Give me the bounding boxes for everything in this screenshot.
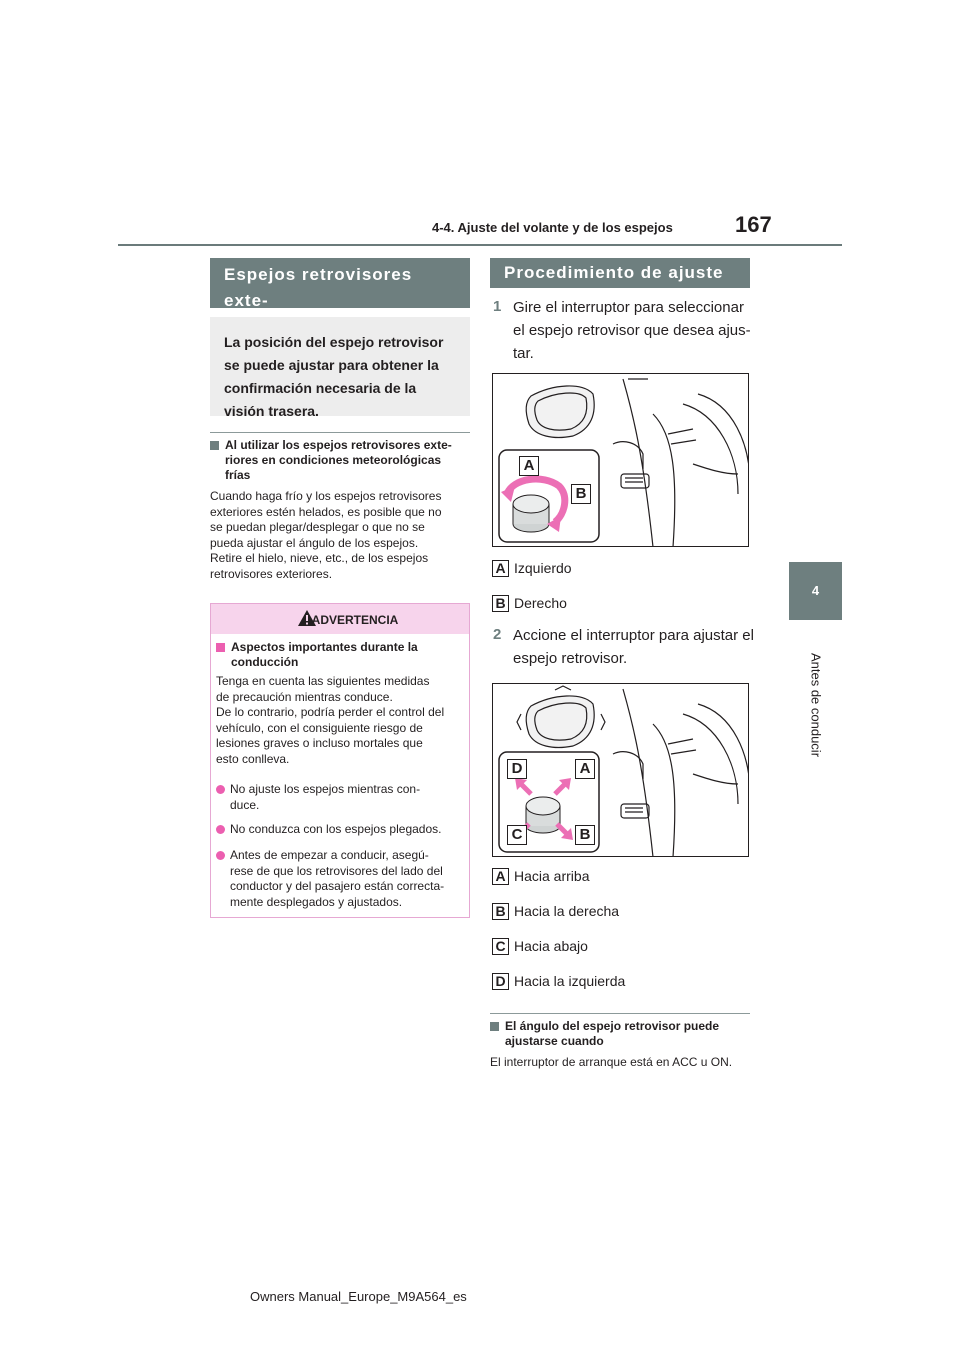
legend-text: Hacia arriba	[514, 868, 590, 884]
step-line: Accione el interruptor para ajustar el	[513, 627, 754, 644]
body-line: lesiones graves o incluso mortales que	[216, 736, 423, 750]
cold-weather-heading-text	[225, 438, 452, 483]
chapter-label: Antes de conducir	[808, 652, 823, 758]
step-line: tar.	[513, 345, 534, 362]
square-bullet-icon	[490, 1022, 499, 1031]
chapter-tab: 4	[789, 562, 842, 620]
intro-line: La posición del espejo retrovisor	[224, 334, 444, 350]
chapter-label-container	[789, 620, 842, 800]
mirror-selector-illustration	[492, 373, 749, 547]
legend-text: Hacia abajo	[514, 938, 588, 954]
warning-bullet-1	[216, 782, 466, 816]
heading-line: frías	[225, 468, 251, 482]
legend-letter: A	[492, 868, 509, 885]
divider	[490, 1013, 750, 1014]
bullet-text	[230, 782, 420, 813]
bullet-line: conductor y del pasajero están correcta-	[230, 879, 445, 893]
legend-letter: B	[492, 903, 509, 920]
illus2-label-b: B	[575, 825, 595, 845]
cold-weather-body	[210, 489, 472, 582]
warning-box	[210, 603, 470, 918]
section-heading-procedure: Procedimiento de ajuste	[490, 258, 750, 288]
section-heading-exterior-mirrors	[210, 258, 470, 308]
body-line: exteriores estén helados, es posible que no	[210, 504, 442, 519]
body-line: esto conlleva.	[216, 751, 290, 766]
angle-note-body: El interruptor de arranque está en ACC u ON.	[490, 1055, 733, 1069]
bullet-line: duce.	[230, 797, 260, 812]
legend-item	[492, 936, 752, 956]
body-line: pueda ajustar el ángulo de los espejos.	[210, 535, 419, 550]
intro-line: se puede ajustar para obtener la	[224, 357, 439, 373]
warning-body	[216, 674, 468, 767]
legend-text: Derecho	[514, 595, 567, 611]
bullet-dot-icon	[216, 851, 225, 860]
divider	[210, 432, 470, 433]
legend-letter: D	[492, 973, 509, 990]
legend-text: Hacia la izquierda	[514, 973, 626, 989]
header-divider	[118, 244, 842, 246]
heading-line: ajustarse cuando	[505, 1034, 604, 1048]
intro-line: visión trasera.	[224, 403, 319, 419]
body-line: Retire el hielo, nieve, etc., de los espejos	[210, 551, 429, 565]
illus1-label-a: A	[519, 456, 539, 476]
square-bullet-icon	[216, 643, 225, 652]
legend-item	[492, 971, 752, 991]
step-text	[513, 624, 763, 670]
step-text	[513, 296, 763, 365]
legend-text: Hacia la derecha	[514, 903, 620, 919]
bullet-line: Antes de empezar a conducir, asegú-	[230, 848, 429, 862]
illus2-label-c: C	[507, 825, 527, 845]
warning-bullet-2	[216, 822, 466, 840]
step-line: Gire el interruptor para seleccionar	[513, 299, 744, 316]
mirror-adjust-drawing	[493, 684, 749, 857]
footer-doc-id: Owners Manual_Europe_M9A564_es	[250, 1289, 467, 1304]
step-number: 1	[493, 298, 502, 315]
legend-item	[492, 593, 752, 613]
legend-item	[492, 901, 752, 921]
step-line: el espejo retrovisor que desea ajus-	[513, 322, 751, 339]
legend-item	[492, 866, 752, 886]
section-title: 4-4. Ajuste del volante y de los espejos	[432, 220, 673, 235]
body-line: vehículo, con el consiguiente riesgo de	[216, 720, 423, 735]
bullet-line: No conduzca con los espejos plegados.	[230, 822, 442, 836]
body-line: se puedan plegar/desplegar o que no se	[210, 520, 425, 534]
illus2-label-a: A	[575, 759, 595, 779]
angle-note-heading	[490, 1019, 752, 1051]
body-line: Cuando haga frío y los espejos retrovisores	[210, 489, 442, 503]
step-line: espejo retrovisor.	[513, 650, 628, 667]
intro-box	[210, 317, 470, 419]
legend-item	[492, 558, 752, 578]
heading-line: conducción	[231, 655, 299, 669]
illus2-label-d: D	[507, 759, 527, 779]
angle-note-heading-text	[505, 1019, 719, 1049]
body-line: Tenga en cuenta las siguientes medidas	[216, 674, 430, 688]
square-bullet-icon	[210, 441, 219, 450]
body-line: de precaución mientras conduce.	[216, 689, 393, 704]
legend-letter: C	[492, 938, 509, 955]
page-number: 167	[735, 212, 772, 237]
warning-label: ADVERTENCIA	[311, 613, 399, 627]
legend-letter: B	[492, 595, 509, 612]
illus1-label-b: B	[571, 484, 591, 504]
legend-letter: A	[492, 560, 509, 577]
bullet-text	[230, 848, 444, 910]
warning-sub-heading-text	[231, 640, 418, 670]
bullet-dot-icon	[216, 785, 225, 794]
mirror-adjust-illustration	[492, 683, 749, 857]
body-line: De lo contrario, podría perder el control del	[216, 705, 445, 719]
section-heading-line1: Espejos retrovisores exte-	[224, 265, 413, 310]
heading-line: El ángulo del espejo retrovisor puede	[505, 1019, 720, 1033]
warning-header	[211, 604, 469, 634]
warning-bullet-3	[216, 848, 466, 912]
cold-weather-heading	[210, 438, 470, 486]
heading-line: riores en condiciones meteorológicas	[225, 453, 442, 467]
bullet-dot-icon	[216, 825, 225, 834]
heading-line: Al utilizar los espejos retrovisores exte-	[225, 438, 452, 452]
legend-text: Izquierdo	[514, 560, 572, 576]
heading-line: Aspectos importantes durante la	[231, 640, 418, 654]
bullet-line: rese de que los retrovisores del lado del	[230, 863, 443, 878]
bullet-line: No ajuste los espejos mientras con-	[230, 782, 421, 796]
bullet-line: mente desplegados y ajustados.	[230, 894, 403, 909]
intro-line: confirmación necesaria de la	[224, 380, 417, 396]
body-line: retrovisores exteriores.	[210, 566, 333, 581]
step-number: 2	[493, 626, 502, 643]
